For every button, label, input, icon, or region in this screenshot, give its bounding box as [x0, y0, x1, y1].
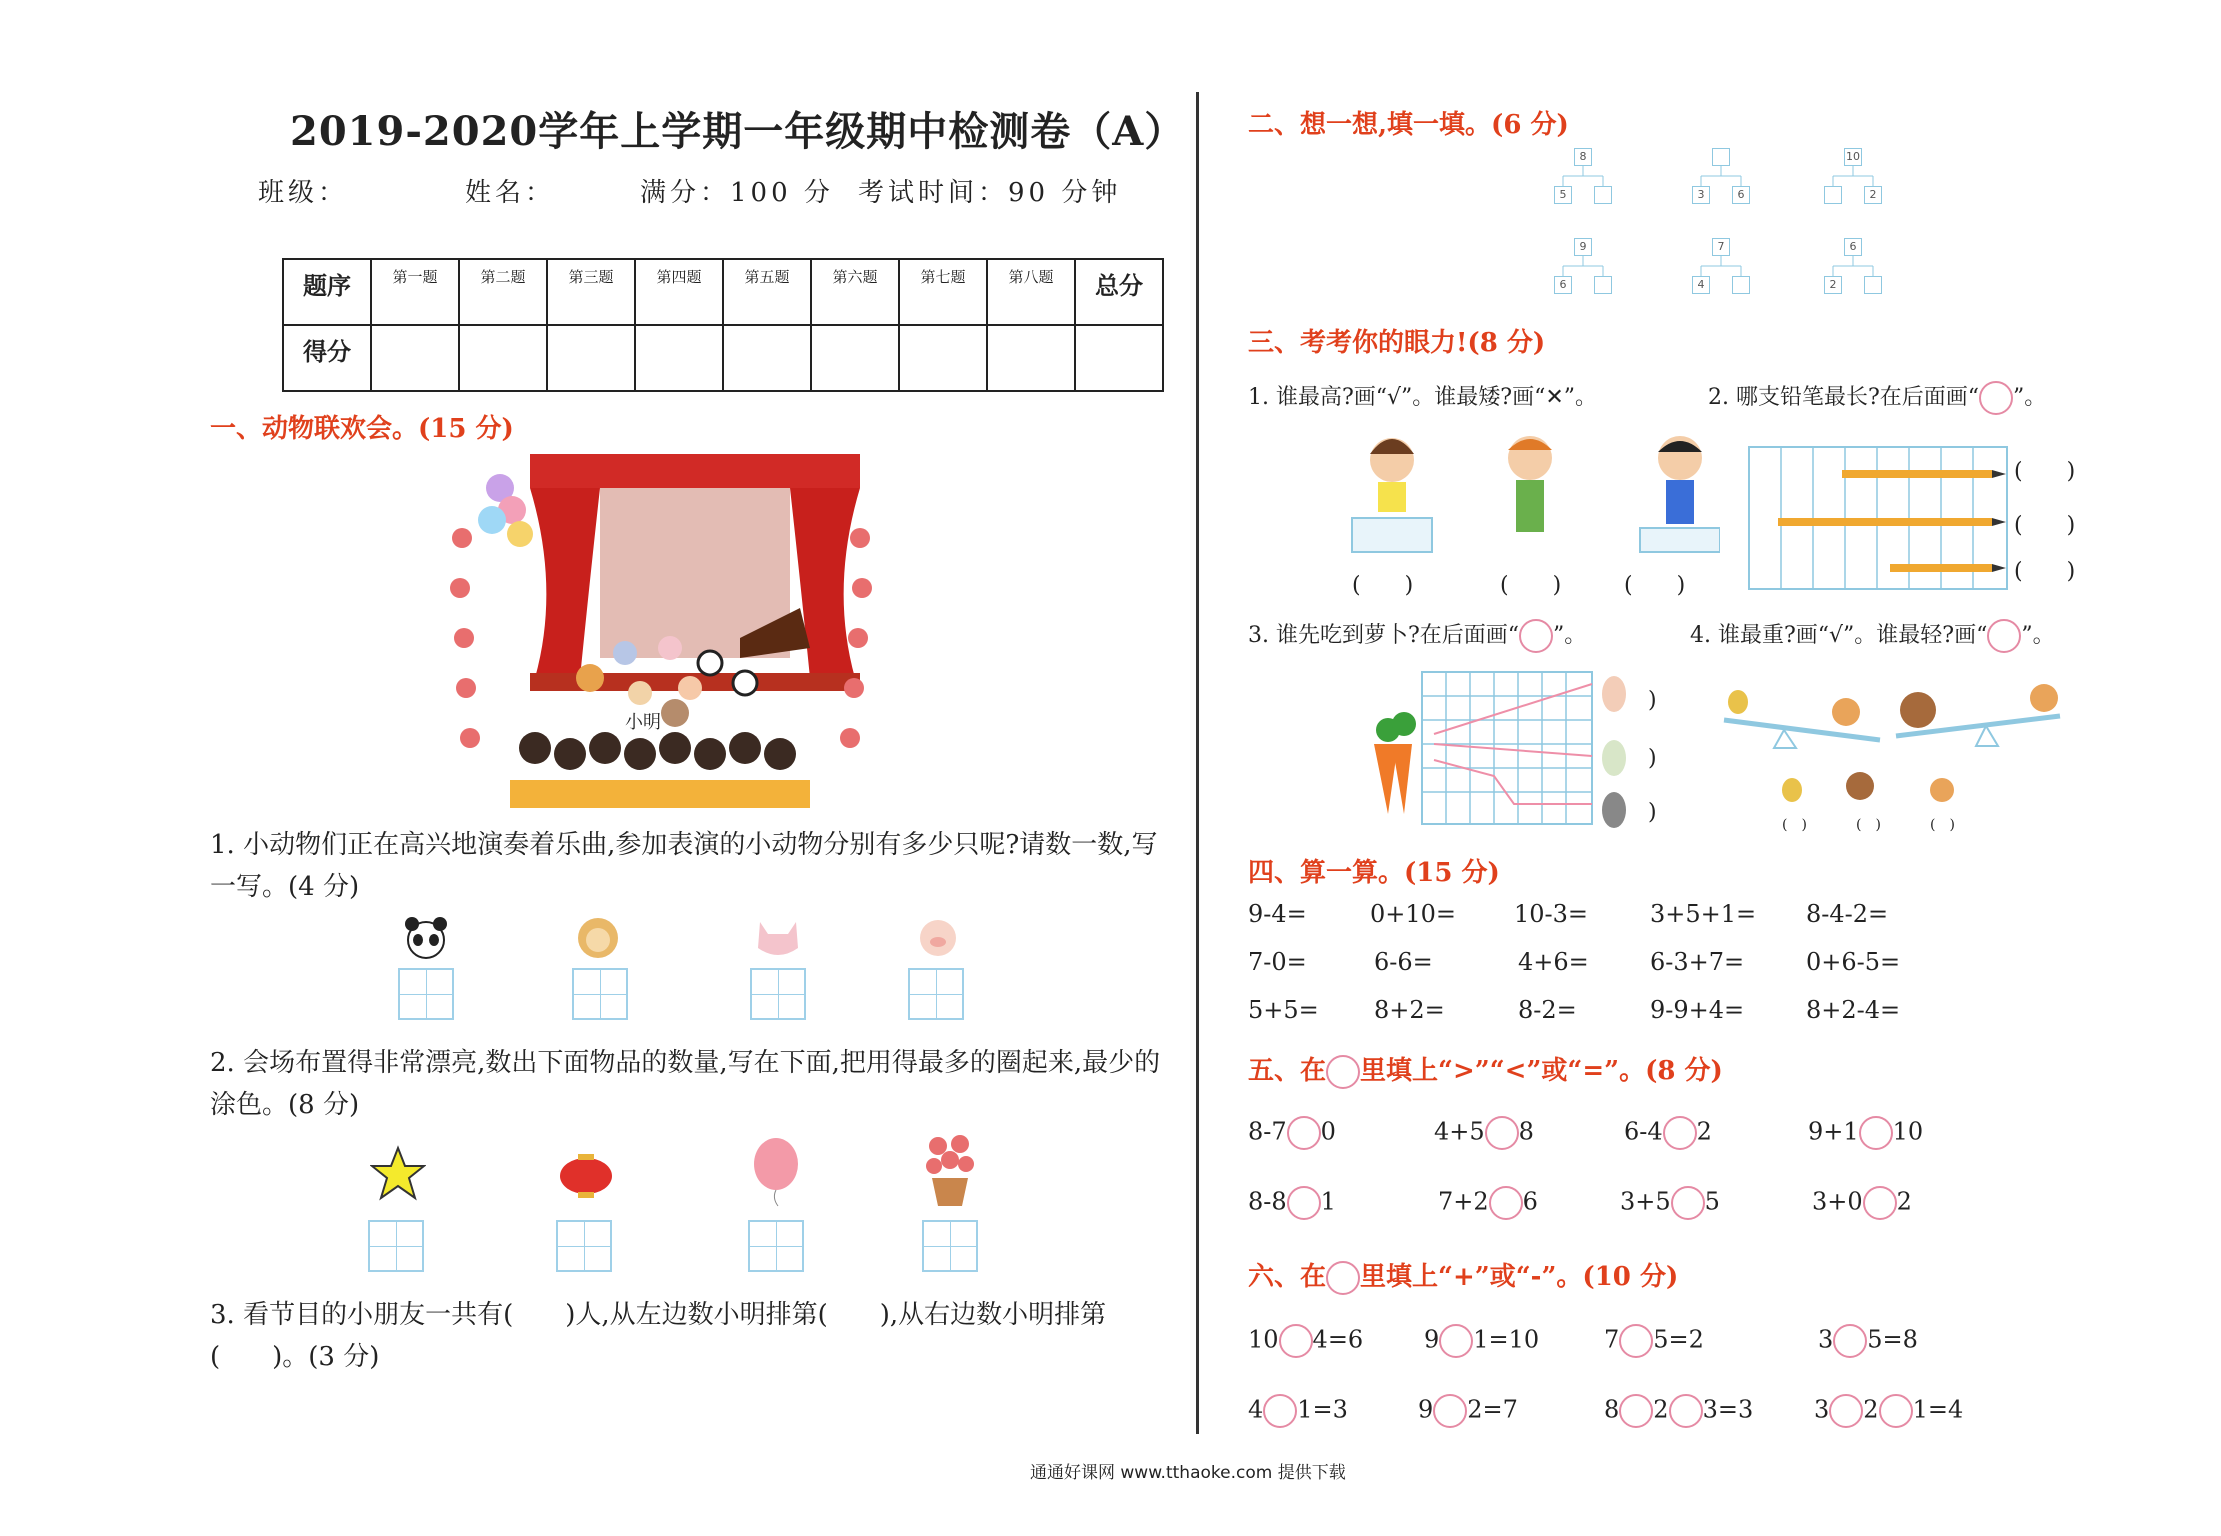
- answer-circle-icon: [1979, 381, 2013, 415]
- operator-circle[interactable]: [1829, 1394, 1863, 1428]
- audience-seats: [510, 780, 810, 808]
- section3-heading: 三、考考你的眼力!(8 分): [1248, 328, 1546, 358]
- carrot-race-illustration: [1364, 664, 1654, 834]
- operand: 5: [1704, 1187, 1720, 1216]
- compare-item: [1248, 1116, 1336, 1150]
- operand: 8-8: [1248, 1187, 1287, 1216]
- stage-illustration: [440, 448, 880, 812]
- answer-box[interactable]: [398, 968, 454, 1020]
- operand: 4: [1248, 1395, 1264, 1424]
- operand: 8: [1604, 1395, 1620, 1424]
- operand: 5=8: [1867, 1325, 1918, 1354]
- operator-circle[interactable]: [1279, 1324, 1313, 1358]
- heading-text: 里填上“>”“<”或“=”。(8 分): [1360, 1056, 1723, 1086]
- footer-credit: 通通好课网 www.tthaoke.com 提供下载: [1030, 1463, 1346, 1483]
- calc-item[interactable]: 0+6-5=: [1806, 948, 1901, 976]
- calc-item[interactable]: 8+2=: [1374, 996, 1445, 1024]
- section2-heading: 二、想一想,填一填。(6 分): [1248, 110, 1569, 140]
- answer-box[interactable]: [368, 1220, 424, 1272]
- answer-paren[interactable]: ( ): [2014, 459, 2076, 484]
- operand: 7+2: [1438, 1187, 1489, 1216]
- operand: 1=10: [1473, 1325, 1540, 1354]
- circle-icon: [1326, 1261, 1360, 1295]
- operator-item: [1424, 1324, 1539, 1358]
- operator-item: [1604, 1324, 1704, 1358]
- score-cell: 总分: [1075, 259, 1163, 325]
- answer-circle-icon: [1987, 619, 2021, 653]
- operand: 4=6: [1312, 1325, 1364, 1354]
- calc-item[interactable]: 8+2-4=: [1806, 996, 1901, 1024]
- bond-left[interactable]: 3: [1692, 186, 1710, 204]
- number-bond: [1822, 238, 1886, 302]
- section6-heading: [1248, 1256, 1678, 1295]
- answer-box[interactable]: [748, 1220, 804, 1272]
- calc-item[interactable]: 9-4=: [1248, 900, 1307, 928]
- answer-box[interactable]: [922, 1220, 978, 1272]
- compare-item: [1624, 1116, 1712, 1150]
- compare-item: [1438, 1186, 1538, 1220]
- compare-circle[interactable]: [1489, 1186, 1523, 1220]
- number-bond: [1690, 238, 1754, 302]
- operator-circle[interactable]: [1433, 1394, 1467, 1428]
- operand: 0: [1320, 1117, 1336, 1146]
- score-input-cell[interactable]: [1075, 325, 1163, 391]
- calc-item[interactable]: 9-9+4=: [1650, 996, 1745, 1024]
- operator-circle[interactable]: [1263, 1394, 1297, 1428]
- section3-q4: [1690, 618, 2055, 653]
- heading-text: 六、在: [1248, 1262, 1327, 1292]
- score-input-cell[interactable]: [547, 325, 635, 391]
- score-cell: 第六题: [811, 259, 899, 325]
- q2-text: 2. 哪支铅笔最长?在后面画“: [1708, 385, 1980, 410]
- pencil-grid: [1748, 446, 2008, 590]
- answer-paren[interactable]: ( ): [1856, 817, 1881, 833]
- calc-item[interactable]: 5+5=: [1248, 996, 1319, 1024]
- compare-item: [1248, 1186, 1336, 1220]
- operator-item: [1248, 1324, 1363, 1358]
- score-input-cell[interactable]: [987, 325, 1075, 391]
- operator-item: [1814, 1394, 1963, 1428]
- bond-right[interactable]: 2: [1864, 186, 1882, 204]
- section3-q1: 1. 谁最高?画“√”。谁最矮?画“✕”。: [1248, 385, 1598, 410]
- bond-top[interactable]: 6: [1844, 238, 1862, 256]
- operator-circle[interactable]: [1879, 1394, 1913, 1428]
- score-input-cell[interactable]: [811, 325, 899, 391]
- q3-text: 3. 谁先吃到萝卜?在后面画“: [1248, 623, 1520, 648]
- operand: 2: [1896, 1187, 1912, 1216]
- score-input-cell[interactable]: [459, 325, 547, 391]
- q2-tail: ”。: [2013, 385, 2047, 410]
- answer-paren-right[interactable]: ): [1648, 688, 1657, 713]
- calc-item[interactable]: 8-2=: [1518, 996, 1577, 1024]
- operand: 7: [1604, 1325, 1620, 1354]
- operator-circle[interactable]: [1833, 1324, 1867, 1358]
- operand: 9: [1424, 1325, 1440, 1354]
- section4-heading: 四、算一算。(15 分): [1248, 858, 1500, 888]
- operator-item: [1604, 1394, 1753, 1428]
- compare-item: [1620, 1186, 1720, 1220]
- balloon-icon: [748, 1136, 804, 1208]
- flowerpot-icon: [920, 1128, 980, 1208]
- operand: 10: [1892, 1117, 1924, 1146]
- score-input-cell[interactable]: [635, 325, 723, 391]
- section3-q2: [1708, 380, 2046, 415]
- star-icon: [370, 1144, 426, 1204]
- compare-circle[interactable]: [1859, 1116, 1893, 1150]
- operand: 6: [1522, 1187, 1538, 1216]
- operand: 8: [1518, 1117, 1534, 1146]
- operand: 9+1: [1808, 1117, 1859, 1146]
- section3-q3: [1248, 618, 1586, 653]
- answer-circle-icon: [1519, 619, 1553, 653]
- panda-icon: [398, 912, 454, 960]
- answer-paren[interactable]: ( ): [1782, 817, 1807, 833]
- section1-q1: 1. 小动物们正在高兴地演奏着乐曲,参加表演的小动物分别有多少只呢?请数一数,写一写。(4 分): [210, 830, 1158, 902]
- bond-top[interactable]: 7: [1712, 238, 1730, 256]
- number-bond: [1552, 148, 1616, 212]
- cat-icon: [658, 636, 682, 660]
- operand: 8-7: [1248, 1117, 1287, 1146]
- calc-item[interactable]: 0+10=: [1370, 900, 1457, 928]
- exam-time: 考试时间：90 分钟: [858, 178, 1122, 208]
- calc-item[interactable]: 6-6=: [1374, 948, 1433, 976]
- class-label: 班级：: [258, 178, 349, 208]
- operand: 1=3: [1297, 1395, 1348, 1424]
- score-cell: 第二题: [459, 259, 547, 325]
- pig-icon: [908, 912, 968, 960]
- score-input-cell[interactable]: [723, 325, 811, 391]
- score-cell: 第四题: [635, 259, 723, 325]
- score-cell: 第七题: [899, 259, 987, 325]
- name-label: 姓名：: [465, 178, 556, 208]
- circle-icon: [1326, 1055, 1360, 1089]
- kids-height-illustration: [1340, 424, 1720, 564]
- score-cell: 第五题: [723, 259, 811, 325]
- bond-right[interactable]: 6: [1732, 186, 1750, 204]
- operand: 2: [1863, 1395, 1879, 1424]
- page-title: 2019-2020学年上学期一年级期中检测卷（A）: [290, 108, 1186, 155]
- section1-q3: 3. 看节目的小朋友一共有( )人,从左边数小明排第( ),从右边数小明排第( )。(3 分): [210, 1300, 1107, 1372]
- cat-icon: [748, 912, 808, 960]
- operator-item: [1818, 1324, 1918, 1358]
- balance-illustration: [1710, 676, 2090, 826]
- operand: 5=2: [1653, 1325, 1704, 1354]
- number-bond: [1822, 148, 1886, 212]
- calc-item[interactable]: 10-3=: [1514, 900, 1589, 928]
- operator-circle[interactable]: [1669, 1394, 1703, 1428]
- curtain-top: [530, 454, 860, 488]
- operand: 1: [1320, 1187, 1336, 1216]
- operand: 9: [1418, 1395, 1434, 1424]
- score-cell: 题序: [283, 259, 371, 325]
- operand: 2: [1653, 1395, 1669, 1424]
- answer-paren[interactable]: ( ): [1624, 573, 1686, 598]
- answer-paren[interactable]: ( ): [2014, 513, 2076, 538]
- bond-top[interactable]: 8: [1574, 148, 1592, 166]
- answer-box[interactable]: [572, 968, 628, 1020]
- operand: 3: [1818, 1325, 1834, 1354]
- bond-left[interactable]: 2: [1824, 276, 1842, 294]
- panda-icon: [698, 651, 722, 675]
- section1-heading: 一、动物联欢会。(15 分): [210, 414, 514, 444]
- lion-icon: [568, 912, 628, 960]
- compare-item: [1808, 1116, 1923, 1150]
- score-cell: 第三题: [547, 259, 635, 325]
- operand: 3: [1814, 1395, 1830, 1424]
- compare-circle[interactable]: [1287, 1186, 1321, 1220]
- q4-text: 4. 谁最重?画“√”。谁最轻?画“: [1690, 623, 1988, 648]
- answer-paren[interactable]: ( ): [1930, 817, 1955, 833]
- operator-circle[interactable]: [1439, 1324, 1473, 1358]
- answer-box[interactable]: [556, 1220, 612, 1272]
- calc-item[interactable]: 4+6=: [1518, 948, 1589, 976]
- operand: 3+0: [1812, 1187, 1863, 1216]
- lantern-icon: [556, 1144, 616, 1204]
- score-table: [282, 258, 1164, 392]
- operand: 2=7: [1467, 1395, 1518, 1424]
- operator-circle[interactable]: [1619, 1324, 1653, 1358]
- calc-item[interactable]: 6-3+7=: [1650, 948, 1745, 976]
- operand: 3=3: [1702, 1395, 1754, 1424]
- score-cell: 得分: [283, 325, 371, 391]
- calc-item[interactable]: 8-4-2=: [1806, 900, 1889, 928]
- xiaoming-label: 小明: [625, 712, 661, 733]
- compare-circle[interactable]: [1485, 1116, 1519, 1150]
- answer-paren[interactable]: ( ): [1500, 573, 1562, 598]
- operand: 6-4: [1624, 1117, 1663, 1146]
- answer-paren[interactable]: ( ): [2014, 559, 2076, 584]
- operand: 10: [1248, 1325, 1279, 1354]
- score-cell: 第八题: [987, 259, 1075, 325]
- heading-text: 五、在: [1248, 1056, 1327, 1086]
- operand: 3+5: [1620, 1187, 1671, 1216]
- answer-paren-right[interactable]: ): [1648, 800, 1657, 825]
- q4-tail: ”。: [2021, 623, 2055, 648]
- heading-text: 里填上“+”或“-”。(10 分): [1360, 1262, 1679, 1292]
- score-cell: 第一题: [371, 259, 459, 325]
- bond-left[interactable]: 4: [1692, 276, 1710, 294]
- lion-icon: [576, 664, 604, 692]
- bond-left[interactable]: 5: [1554, 186, 1572, 204]
- answer-paren-right[interactable]: ): [1648, 746, 1657, 771]
- column-divider: [1196, 92, 1199, 1434]
- q3-tail: ”。: [1553, 623, 1587, 648]
- operator-item: [1418, 1394, 1518, 1428]
- score-table-score-row: [283, 325, 1163, 391]
- score-input-cell[interactable]: [899, 325, 987, 391]
- answer-paren[interactable]: ( ): [1352, 573, 1414, 598]
- operand: 4+5: [1434, 1117, 1485, 1146]
- compare-item: [1812, 1186, 1912, 1220]
- number-bond: [1552, 238, 1616, 302]
- score-input-cell[interactable]: [371, 325, 459, 391]
- score-table-header-row: [283, 259, 1163, 325]
- calc-item[interactable]: 3+5+1=: [1650, 900, 1757, 928]
- calc-item[interactable]: 7-0=: [1248, 948, 1307, 976]
- compare-circle[interactable]: [1287, 1116, 1321, 1150]
- operator-item: [1248, 1394, 1348, 1428]
- pig-icon: [678, 676, 702, 700]
- answer-box[interactable]: [908, 968, 964, 1020]
- compare-circle[interactable]: [1671, 1186, 1705, 1220]
- full-score: 满分：100 分: [640, 178, 834, 208]
- operand: 2: [1696, 1117, 1712, 1146]
- answer-box[interactable]: [750, 968, 806, 1020]
- section1-q2: 2. 会场布置得非常漂亮,数出下面物品的数量,写在下面,把用得最多的圈起来,最少的涂色。(8 分): [210, 1048, 1161, 1120]
- number-bond: [1690, 148, 1754, 212]
- compare-circle[interactable]: [1863, 1186, 1897, 1220]
- compare-circle[interactable]: [1663, 1116, 1697, 1150]
- operator-circle[interactable]: [1619, 1394, 1653, 1428]
- compare-item: [1434, 1116, 1534, 1150]
- operand: 1=4: [1912, 1395, 1964, 1424]
- bond-left[interactable]: 6: [1554, 276, 1572, 294]
- bond-top[interactable]: 9: [1574, 238, 1592, 256]
- bond-top[interactable]: 10: [1844, 148, 1862, 166]
- section5-heading: [1248, 1050, 1723, 1089]
